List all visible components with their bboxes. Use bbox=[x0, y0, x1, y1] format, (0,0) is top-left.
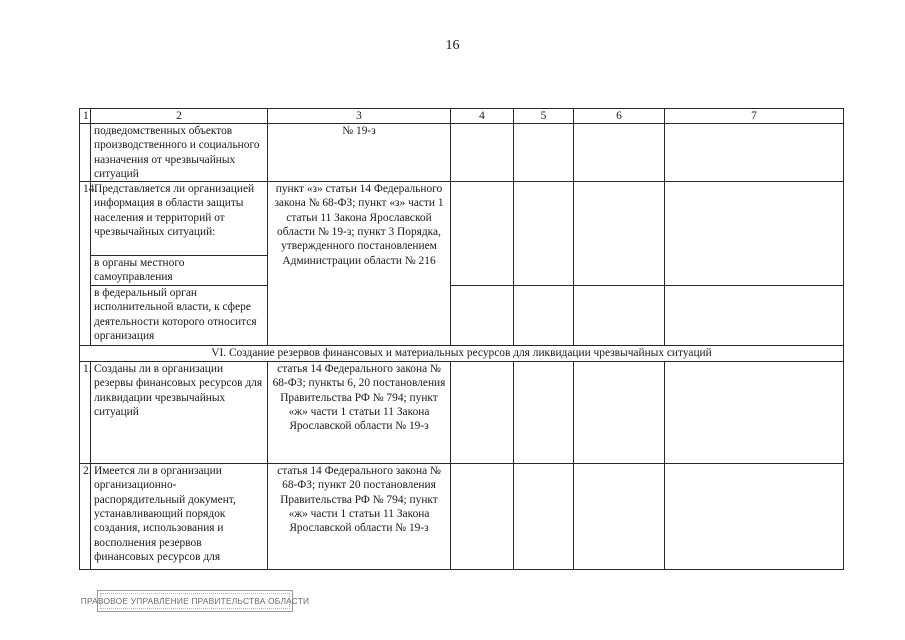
question-subitem-cell: в органы местного самоуправления bbox=[91, 256, 268, 286]
question-cell: Представляется ли организацией информация в области защиты населения и территорий от чрезвычайных ситуаций: bbox=[91, 182, 268, 256]
row-number-cell: 1. bbox=[80, 362, 91, 464]
answer-cell bbox=[514, 124, 574, 182]
section-row bbox=[80, 346, 844, 362]
table-row bbox=[80, 124, 844, 182]
header-cell: 7 bbox=[665, 109, 844, 124]
stamp-text: ПРАВОВОЕ УПРАВЛЕНИЕ ПРАВИТЕЛЬСТВА ОБЛАСТИ bbox=[80, 596, 310, 606]
row-number-cell: 2. bbox=[80, 464, 91, 570]
checklist-table bbox=[79, 108, 844, 570]
table-row bbox=[80, 464, 844, 570]
answer-cell bbox=[665, 464, 844, 570]
header-cell: 5 bbox=[514, 109, 574, 124]
answer-cell bbox=[451, 362, 514, 464]
answer-cell bbox=[665, 182, 844, 286]
answer-cell bbox=[514, 286, 574, 346]
document-stamp bbox=[80, 590, 310, 612]
table-row bbox=[80, 182, 844, 256]
answer-cell bbox=[665, 286, 844, 346]
page-number: 16 bbox=[445, 38, 460, 53]
question-subitem-cell: в федеральный орган исполнительной власти, к сфере деятельности которого относится организация bbox=[91, 286, 268, 346]
table-row bbox=[80, 362, 844, 464]
legal-basis-cell: № 19-з bbox=[268, 124, 451, 182]
answer-cell bbox=[451, 286, 514, 346]
answer-cell bbox=[574, 182, 665, 286]
answer-cell bbox=[451, 182, 514, 286]
answer-cell bbox=[574, 362, 665, 464]
question-cell: подведомственных объектов производственного и социального назначения от чрезвычайных ситуаций bbox=[91, 124, 268, 182]
header-cell: 4 bbox=[451, 109, 514, 124]
answer-cell bbox=[574, 124, 665, 182]
answer-cell bbox=[574, 464, 665, 570]
section-title: VI. Создание резервов финансовых и материальных ресурсов для ликвидации чрезвычайных ситуаций bbox=[80, 346, 844, 362]
header-row bbox=[80, 109, 844, 124]
answer-cell bbox=[665, 124, 844, 182]
answer-cell bbox=[451, 124, 514, 182]
answer-cell bbox=[514, 464, 574, 570]
answer-cell bbox=[514, 362, 574, 464]
answer-cell bbox=[514, 182, 574, 286]
answer-cell bbox=[665, 362, 844, 464]
answer-cell bbox=[451, 464, 514, 570]
header-cell: 6 bbox=[574, 109, 665, 124]
question-cell: Созданы ли в организации резервы финансовых ресурсов для ликвидации чрезвычайных ситуаций bbox=[91, 362, 268, 464]
header-cell: 1 bbox=[80, 109, 91, 124]
header-cell: 2 bbox=[91, 109, 268, 124]
table-row bbox=[80, 286, 844, 346]
answer-cell bbox=[574, 286, 665, 346]
row-number-cell bbox=[80, 124, 91, 182]
legal-basis-cell: статья 14 Федерального закона № 68-ФЗ; пункт 20 постановления Правительства РФ № 794; пункт «ж» части 1 статьи 11 Закона Ярославской области № 19-з bbox=[268, 464, 451, 570]
legal-basis-cell: пункт «з» статьи 14 Федерального закона № 68-ФЗ; пункт «з» части 1 статьи 11 Закона Ярославской области № 19-з; пункт 3 Порядка, утвержденного постановлением Администрации области № 216 bbox=[268, 182, 451, 346]
legal-basis-cell: статья 14 Федерального закона № 68-ФЗ; пункты 6, 20 постановления Правительства РФ № 794; пункт «ж» части 1 статьи 11 Закона Ярославской области № 19-з bbox=[268, 362, 451, 464]
header-cell: 3 bbox=[268, 109, 451, 124]
question-cell: Имеется ли в организации организационно-распорядительный документ, устанавливающий порядок создания, использования и восполнения резервов финансовых ресурсов для bbox=[91, 464, 268, 570]
row-number-cell: 14. bbox=[80, 182, 91, 346]
